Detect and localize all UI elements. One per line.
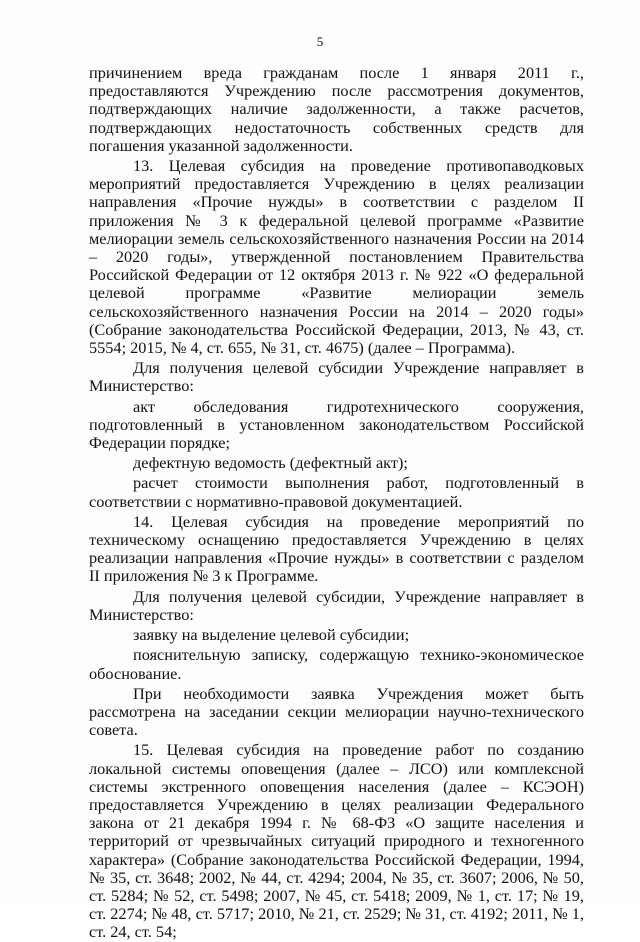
document-body (89, 64, 584, 942)
paragraph-item-14-note: При необходимости заявка Учреждения может быть рассмотрена на заседании секции мелиорации научно-технического совета. (89, 683, 584, 740)
paragraph-item-13: 13. Целевая субсидия на проведение противопаводковых мероприятий предоставляется Учреждению в целях реализации направления «Прочие нужды» в соответствии с разделом II приложения № 3 к федеральной целевой программе «Развитие мелиорации земель сельскохозяйственного назначения России на 2014 – 2020 годы», утвержденной постановлением Правительства Российской Федерации от 12 октября 2013 г. № 922 «О федеральной целевой программе «Развитие мелиорации земель сельскохозяйственного назначения России на 2014 – 2020 годы» (Собрание законодательства Российской Федерации, 2013, № 43, ст. 5554; 2015, № 4, ст. 655, № 31, ст. 4675) (далее – Программа). (89, 156, 584, 358)
paragraph-item-13-doc-1: акт обследования гидротехнического сооружения, подготовленный в установленном законодательством Российской Федерации порядке; (89, 396, 584, 453)
paragraph-item-13-request: Для получения целевой субсидии Учреждение направляет в Министерство: (89, 358, 584, 396)
paragraph-item-14-doc-1: заявку на выделение целевой субсидии; (133, 625, 410, 645)
paragraph-continuation: причинением вреда гражданам после 1 января 2011 г., предоставляются Учреждению после рассмотрения документов, подтверждающих наличие задолженности, а также расчетов, подтверждающих недостаточность собственных средств для погашения указанной задолженности. (89, 63, 584, 155)
paragraph-item-13-doc-2: дефектную ведомость (дефектный акт); (133, 453, 408, 473)
paragraph-item-15: 15. Целевая субсидия на проведение работ по созданию локальной системы оповещения (далее – ЛСО) или комплексной системы экстренного оповещения населения (далее – КСЭОН) предоставляется Учреждению в целях реализации Федерального закона от 21 декабря 1994 г. № 68-ФЗ «О защите населения и территорий от чрезвычайных ситуаций природного и техногенного характера» (Собрание законодательства Российской Федерации, 1994, № 35, ст. 3648; 2002, № 44, ст. 4294; 2004, № 35, ст. 3607; 2006, № 50, ст. 5284; № 52, ст. 5498; 2007, № 45, ст. 5418; 2009, № 1, ст. 17; № 19, ст. 2274; № 48, ст. 5717; 2010, № 21, ст. 2529; № 31, ст. 4192; 2011, № 1, ст. 24, ст. 54; (89, 740, 584, 942)
paragraph-item-13-doc-3: расчет стоимости выполнения работ, подготовленный в соответствии с нормативно-правовой документацией. (89, 473, 584, 511)
paragraph-item-14: 14. Целевая субсидия на проведение мероприятий по техническому оснащению предоставляется Учреждению в целях реализации направления «Прочие нужды» в соответствии с разделом II приложения № 3 к Программе. (89, 511, 584, 586)
paragraph-item-14-request: Для получения целевой субсидии, Учреждение направляет в Министерство: (89, 586, 584, 624)
page-number: 5 (316, 34, 324, 49)
paragraph-item-14-doc-2: пояснительную записку, содержащую технико-экономическое обоснование. (89, 645, 584, 683)
